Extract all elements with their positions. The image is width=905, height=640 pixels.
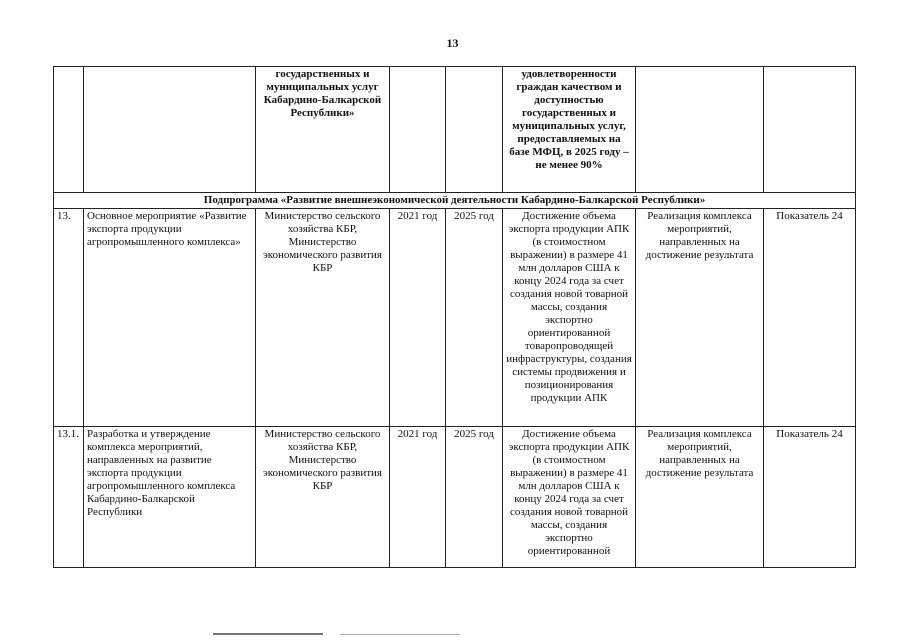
measures-table — [53, 66, 856, 568]
cell-name: Разработка и утверждение комплекса мероприятий, направленных на развитие экспорта продукции агропромышленного комплекса Кабардино-Балкарской Республики — [84, 427, 256, 568]
cell-goal: Достижение объема экспорта продукции АПК (в стоимостном выражении) в размере 41 млн долларов США к концу 2024 года за счет создания новой товарной массы, создания экспортно ориентированной — [503, 427, 636, 568]
cell-num — [54, 67, 84, 193]
table-row-subprogram — [54, 193, 856, 209]
cell-responsible: Министерство сельского хозяйства КБР, Министерство экономического развития КБР — [256, 427, 390, 568]
cell-start: 2021 год — [390, 209, 446, 427]
cell-end: 2025 год — [446, 209, 503, 427]
cell-goal: удовлетворенности граждан качеством и доступностью государственных и муниципальных услуг, предоставляемых на базе МФЦ, в 2025 году – не менее 90% — [503, 67, 636, 193]
cell-start: 2021 год — [390, 427, 446, 568]
cell-start — [390, 67, 446, 193]
table-row — [54, 209, 856, 427]
cell-name: Основное мероприятие «Развитие экспорта продукции агропромышленного комплекса» — [84, 209, 256, 427]
cell-responsible: государственных и муниципальных услуг Кабардино-Балкарской Республики» — [256, 67, 390, 193]
scan-artifact-line — [340, 634, 460, 635]
page-number: 13 — [446, 36, 459, 50]
cell-indicator: Показатель 24 — [764, 427, 856, 568]
cell-goal: Достижение объема экспорта продукции АПК (в стоимостном выражении) в размере 41 млн долларов США к концу 2024 года за счет создания новой товарной массы, создания экспортно ориентированной товаропроводящей инфраструктуры, создания системы продвижения и позиционирования продукции АПК — [503, 209, 636, 427]
cell-name — [84, 67, 256, 193]
cell-link — [636, 67, 764, 193]
subprogram-title: Подпрограмма «Развитие внешнеэкономической деятельности Кабардино-Балкарской Республики» — [54, 193, 856, 209]
cell-link: Реализация комплекса мероприятий, направленных на достижение результата — [636, 427, 764, 568]
cell-num: 13. — [54, 209, 84, 427]
cell-end — [446, 67, 503, 193]
cell-indicator: Показатель 24 — [764, 209, 856, 427]
cell-end: 2025 год — [446, 427, 503, 568]
table-row-continued — [54, 67, 856, 193]
cell-link: Реализация комплекса мероприятий, направленных на достижение результата — [636, 209, 764, 427]
scan-artifact-line — [213, 633, 323, 635]
cell-responsible: Министерство сельского хозяйства КБР, Министерство экономического развития КБР — [256, 209, 390, 427]
table-row — [54, 427, 856, 568]
cell-num: 13.1. — [54, 427, 84, 568]
cell-indicator — [764, 67, 856, 193]
